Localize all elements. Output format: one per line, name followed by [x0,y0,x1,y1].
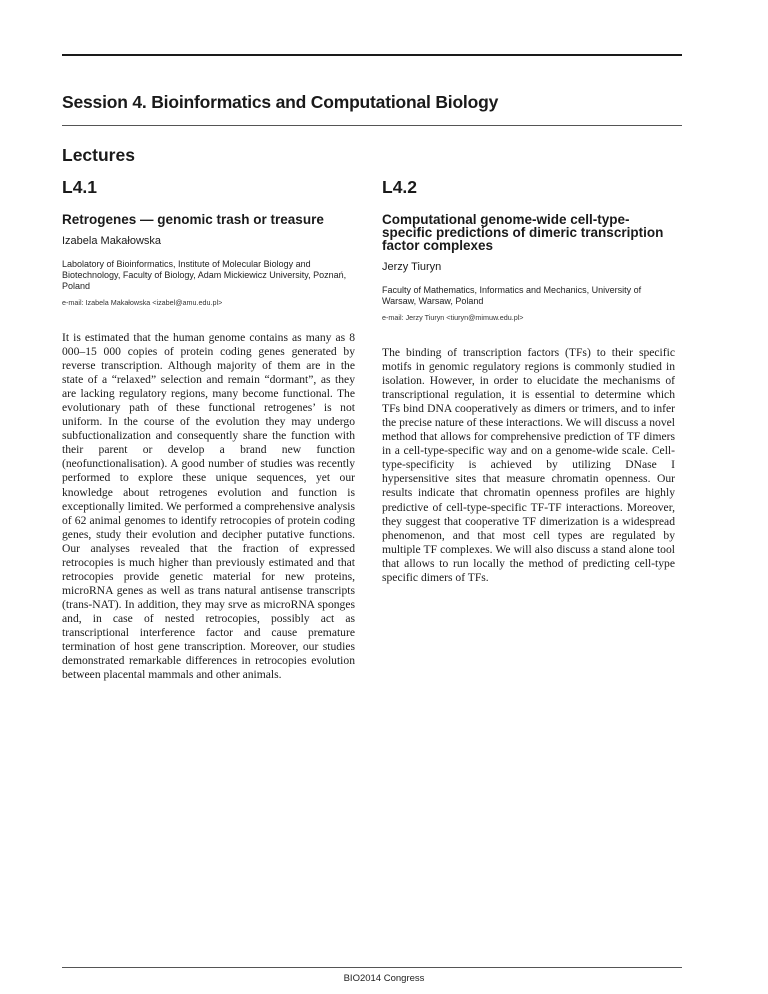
affiliation-l4-2: Faculty of Mathematics, Informatics and Mechanics, University of Warsaw, Warsaw, Poland [382,285,642,306]
lecture-column-left [62,145,355,682]
footer-text: BIO2014 Congress [343,973,425,984]
session-title: Session 4. Bioinformatics and Computational Biology [62,92,499,112]
affiliation-l4-1: Labolatory of Bioinformatics, Institute of Molecular Biology and Biotechnology, Faculty of Biology, Adam Mickiewicz University, Poznań, Poland [62,259,347,291]
email-l4-1: e-mail: Izabela Makałowska <izabel@amu.edu.pl> [62,298,223,307]
abstract-l4-2: The binding of transcription factors (TFs) to their specific motifs in genomic regulatory regions is commonly studied in isolation. However, in order to elucidate the mechanisms of transcriptional regulation, it is essential to determine which TFs bind DNA cooperatively as dimers or trimers, and to infer the precise nature of these interactions. We will discuss a novel method that allows for comprehensive prediction of TF dimers in a cell-type-specific way and on a genome-wide scale. Cell-type-specificity is achieved by utilizing DNase I hypersensitive sites that measure chromatin openness. Our results indicate that chromatin openness profiles are highly predictive of cell-type-specific TF-TF interactions. Moreover, they suggest that cooperative TF dimerization is a widespread phenomenon, and that most cell types are regulated by multiple TF complexes. We will also discuss a stand alone tool that allows to run locally the method of predicting cell-type specific dimers of TFs. [382,346,675,584]
abstract-l4-1: It is estimated that the human genome contains as many as 8 000–15 000 copies of protein coding genes generated by reverse transcription. Although majority of them are in the state of a “relaxed” selection and remain “dormant”, as they are lacking regulatory regions, many become functional. The evolutionary path of these functional retrogenes’ is not uniform. In the course of the evolution they may undergo subfuctionalization and consequently share the function with their parent or develop a brand new function (neofunctionalisation). A good number of studies was recently performed to explore these unique sequences, yet our knowledge about retrogenes evolution and function is exceptionally limited. We performed a comprehensive analysis of 62 animal genomes to identify retrocopies of protein coding genes, study their evolution and decipher putative functions. Our analyses revealed that the fraction of expressed retrocopies is much higher than previously estimated and that retrocopies provide genetic material for new proteins, microRNA genes as well as trans natural antisense transcripts (trans-NAT). In addition, they may srve as microRNA sponges and, in case of nested retrocopies, possibly act as transcriptional interference factor and cause premature termination of host gene transcription. Moreover, our studies demonstrated remarkable differences in retrocopies evolution between placental mammals and other animals. [62,331,355,682]
lecture-title-l4-2: Computational genome-wide cell-type-specific predictions of dimeric transcription factor complexes [382,212,664,253]
footer-rule [62,967,682,968]
lecture-code-l4-1: L4.1 [62,177,98,197]
lecture-column-right [382,145,675,585]
lecture-title-l4-1: Retrogenes — genomic trash or treasure [62,212,324,227]
top-rule [62,54,682,56]
section-heading: Lectures [62,145,135,165]
session-rule [62,125,682,126]
author-l4-2: Jerzy Tiuryn [382,261,442,273]
lecture-code-l4-2: L4.2 [382,177,418,197]
email-l4-2: e-mail: Jerzy Tiuryn <tiuryn@mimuw.edu.pl> [382,313,524,322]
author-l4-1: Izabela Makałowska [62,235,162,247]
